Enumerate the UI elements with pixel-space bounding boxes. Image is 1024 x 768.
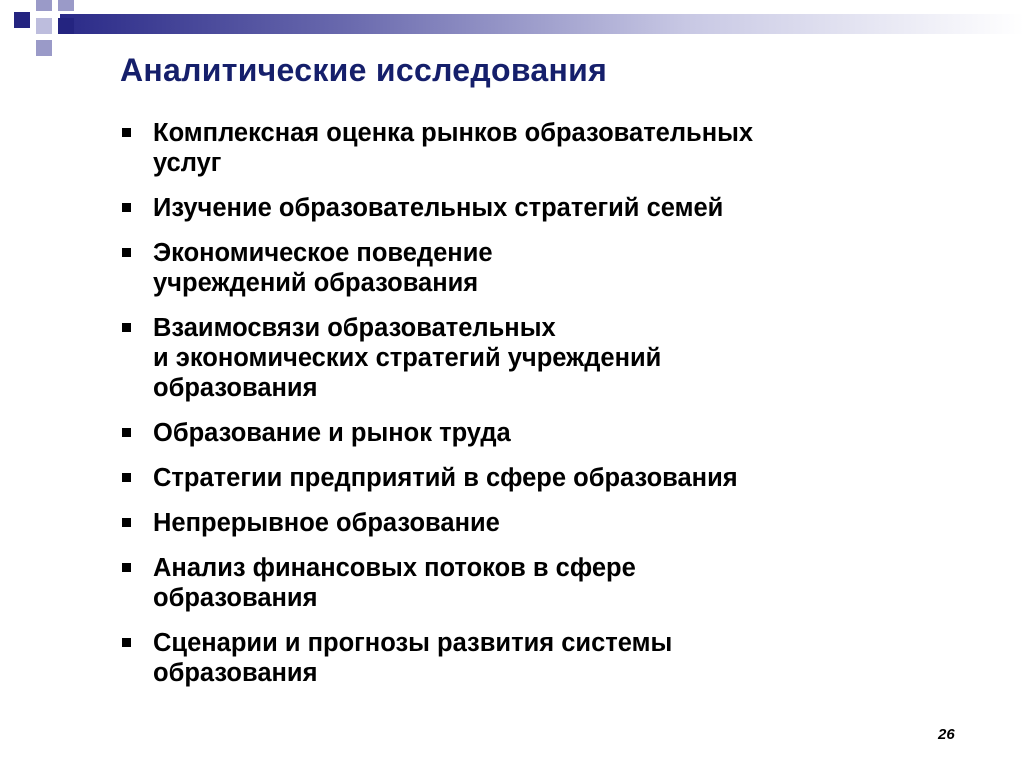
topic-item (122, 508, 982, 538)
square-bullet-icon (122, 248, 131, 257)
topic-text: Комплексная оценка рынков образовательных услуг (153, 119, 754, 177)
header-gradient-bar (60, 14, 1024, 34)
page-number: 26 (938, 726, 955, 743)
topic-text: Изучение образовательных стратегий семей (153, 194, 724, 222)
topic-item (122, 463, 982, 493)
slide-title: Аналитические исследования (120, 52, 608, 88)
decor-square (36, 0, 52, 11)
topic-text: Экономическое поведение учреждений образования (153, 239, 493, 297)
topic-list (122, 118, 982, 703)
decor-square (36, 40, 52, 56)
topic-text: Сценарии и прогнозы развития системы образования (153, 629, 673, 687)
square-bullet-icon (122, 203, 131, 212)
topic-text: Непрерывное образование (153, 509, 500, 537)
square-bullet-icon (122, 128, 131, 137)
decor-square (58, 0, 74, 11)
topic-item (122, 628, 982, 688)
square-bullet-icon (122, 428, 131, 437)
topic-item (122, 313, 982, 403)
topic-text: Стратегии предприятий в сфере образования (153, 464, 738, 492)
square-bullet-icon (122, 473, 131, 482)
topic-text: Анализ финансовых потоков в сфере образования (153, 554, 636, 612)
topic-item (122, 193, 982, 223)
topic-item (122, 553, 982, 613)
topic-text: Взаимосвязи образовательных и экономических стратегий учреждений образования (153, 314, 662, 402)
topic-item (122, 418, 982, 448)
decor-square (14, 12, 30, 28)
decor-square (36, 18, 52, 34)
topic-item (122, 238, 982, 298)
decorative-header (0, 0, 1024, 60)
square-bullet-icon (122, 563, 131, 572)
topic-item (122, 118, 982, 178)
square-bullet-icon (122, 518, 131, 527)
topic-text: Образование и рынок труда (153, 419, 511, 447)
square-bullet-icon (122, 638, 131, 647)
square-bullet-icon (122, 323, 131, 332)
decor-square (58, 18, 74, 34)
